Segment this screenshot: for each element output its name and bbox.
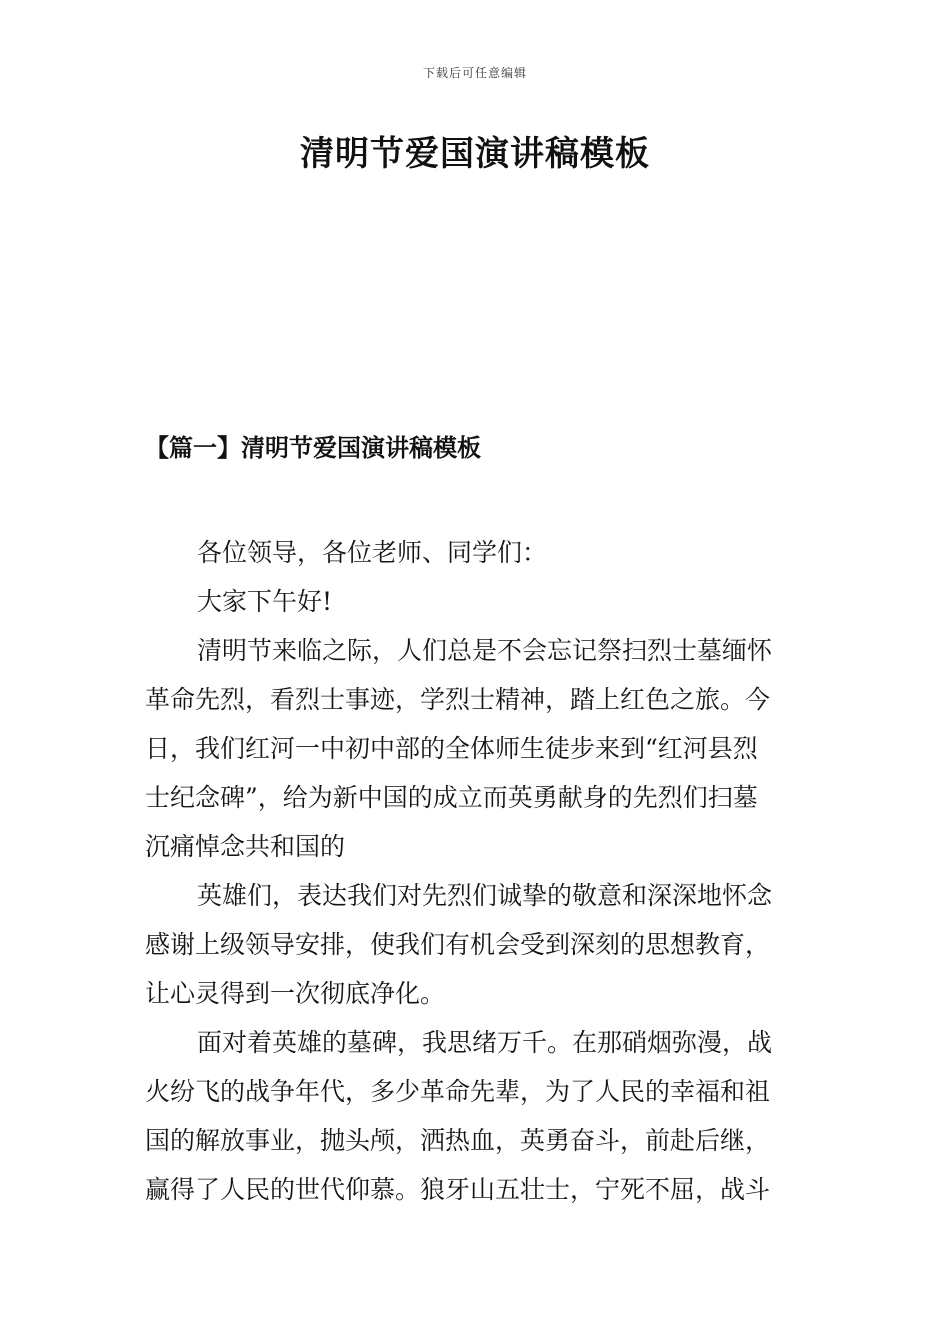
document-title: 清明节爱国演讲稿模板 bbox=[300, 134, 650, 174]
text-line: 大家下午好! bbox=[197, 587, 333, 616]
text-line: 日，我们红河一中初中部的全体师生徒步来到“红河县烈 bbox=[145, 734, 758, 763]
section-heading: 【篇一】清明节爱国演讲稿模板 bbox=[145, 433, 481, 462]
header-note: 下载后可任意编辑 bbox=[422, 66, 527, 80]
body-text bbox=[145, 528, 810, 1214]
text-line: 感谢上级领导安排，使我们有机会受到深刻的思想教育， bbox=[145, 930, 771, 959]
text-line: 士纪念碑”，给为新中国的成立而英勇献身的先烈们扫墓 bbox=[145, 783, 758, 812]
text-line: 沉痛悼念共和国的 bbox=[145, 832, 346, 861]
text-line: 清明节来临之际，人们总是不会忘记祭扫烈士墓缅怀 bbox=[197, 636, 773, 665]
text-line: 各位领导，各位老师、同学们： bbox=[197, 538, 548, 567]
text-line: 国的解放事业，抛头颅，洒热血，英勇奋斗，前赴后继， bbox=[145, 1126, 771, 1155]
text-line: 赢得了人民的世代仰慕。狼牙山五壮士，宁死不屈，战斗 bbox=[145, 1175, 771, 1204]
text-line: 火纷飞的战争年代，多少革命先辈，为了人民的幸福和祖 bbox=[145, 1077, 771, 1106]
text-line: 让心灵得到一次彻底净化。 bbox=[145, 979, 446, 1008]
text-line: 面对着英雄的墓碑，我思绪万千。在那硝烟弥漫，战 bbox=[197, 1028, 773, 1057]
text-line: 革命先烈，看烈士事迹，学烈士精神，踏上红色之旅。今 bbox=[145, 685, 771, 714]
text-line: 英雄们，表达我们对先烈们诚挚的敬意和深深地怀念 bbox=[197, 881, 773, 910]
